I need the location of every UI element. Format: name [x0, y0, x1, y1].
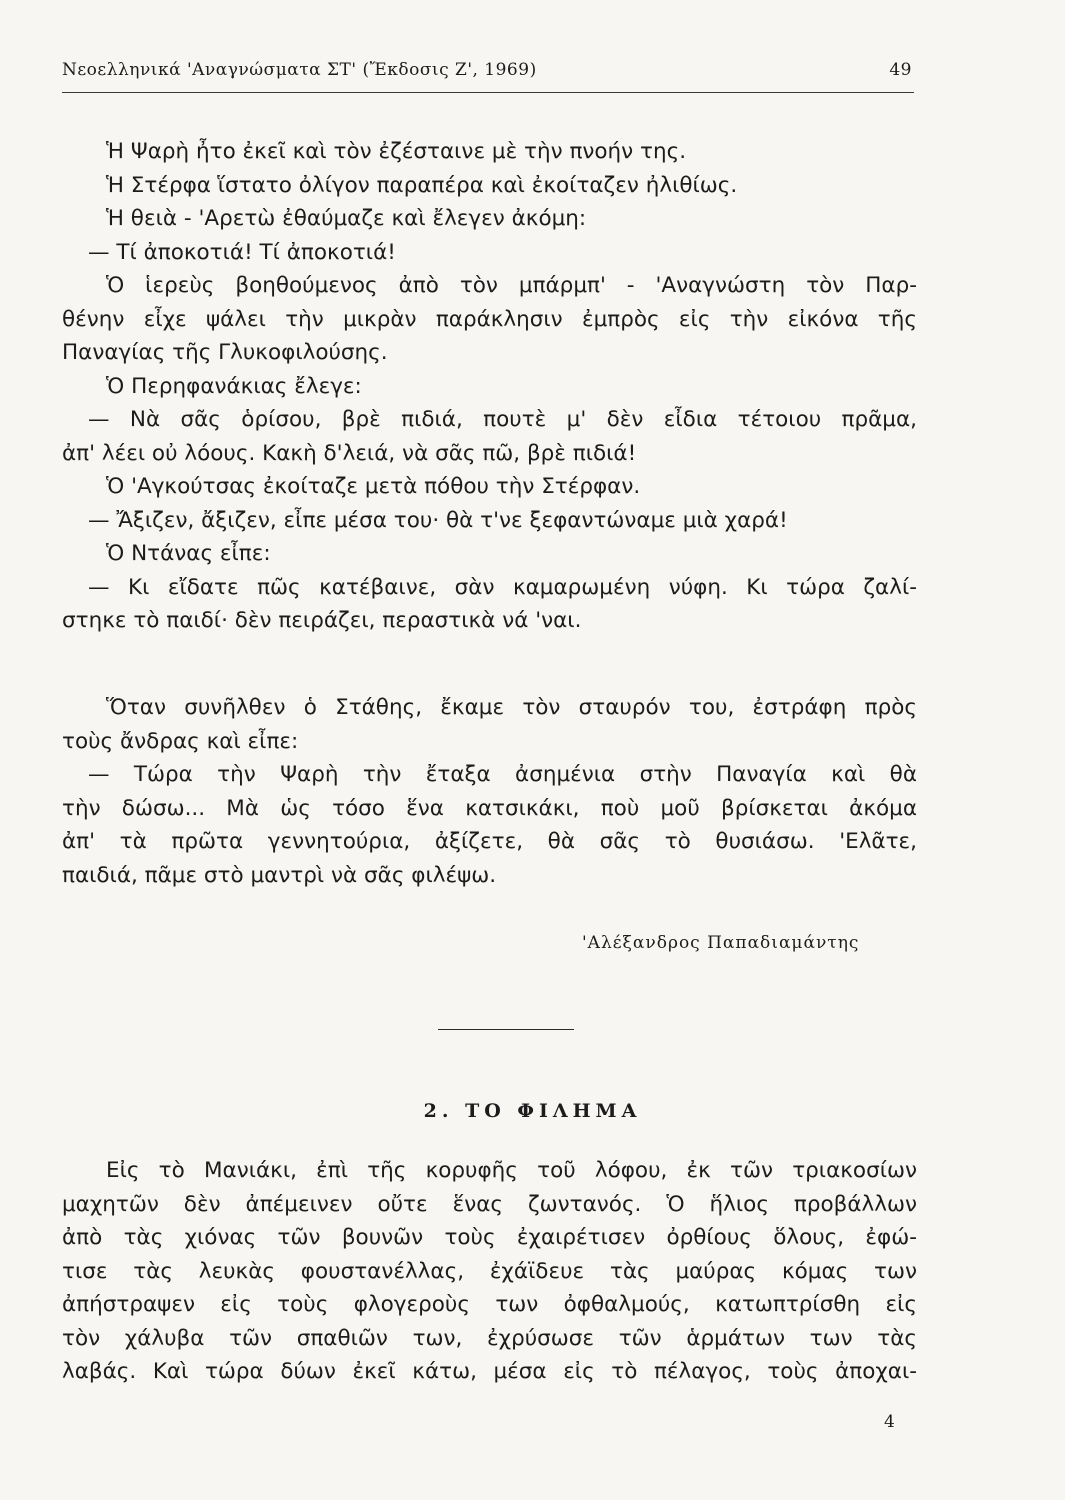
text-line: — Νὰ σᾶς ὁρίσου, βρὲ πιδιά, πουτὲ μ' δὲν εἶδια τέτοιου πρᾶμα,: [88, 407, 917, 432]
text-line: — Τί ἀποκοτιά! Τί ἀποκοτιά!: [88, 239, 396, 265]
text-line: Παναγίας τῆς Γλυκοφιλούσης.: [62, 340, 388, 365]
text-line: — Κι εἴδατε πῶς κατέβαινε, σὰν καμαρωμένη νύφη. Κι τώρα ζαλί-: [88, 574, 917, 600]
section-divider: [438, 1029, 574, 1030]
text-line: Ὅταν συνῆλθεν ὁ Στάθης, ἔκαμε τὸν σταυρόν του, ἐστράφη πρὸς: [106, 695, 917, 720]
text-line: Ὁ Ντάνας εἶπε:: [106, 541, 271, 566]
text-line: τὸν χάλυβα τῶν σπαθιῶν των, ἐχρύσωσε τῶν ἁρμάτων των τὰς: [62, 1325, 917, 1351]
passage-3: [62, 1154, 917, 1389]
text-line: Ἡ Ψαρὴ ἦτο ἐκεῖ καὶ τὸν ἐζέσταινε μὲ τὴν πνοήν της.: [106, 139, 687, 164]
text-line: Ὁ Περηφανάκιας ἔλεγε:: [106, 373, 362, 399]
text-line: Ὁ ἱερεὺς βοηθούμενος ἀπὸ τὸν μπάρμπ' - 'Αναγνώστη τὸν Παρ-: [106, 273, 917, 298]
text-line: ἀπ' λέει οὐ λόους. Κακὴ δ'λειά, νὰ σᾶς πῶ, βρὲ πιδιά!: [62, 440, 637, 466]
text-line: μαχητῶν δὲν ἀπέμεινεν οὔτε ἕνας ζωντανός. Ὁ ἥλιος προβάλλων: [62, 1191, 917, 1217]
text-line: Εἰς τὸ Μανιάκι, ἐπὶ τῆς κορυφῆς τοῦ λόφου, ἐκ τῶν τριακοσίων: [106, 1158, 917, 1183]
text-line: ἀπὸ τὰς χιόνας τῶν βουνῶν τοὺς ἐχαιρέτισεν ὀρθίους ὅλους, ἐφώ-: [62, 1225, 917, 1250]
text-line: παιδιά, πᾶμε στὸ μαντρὶ νὰ σᾶς φιλέψω.: [62, 862, 497, 888]
header-rule: [62, 92, 914, 93]
text-line: Ἡ θειὰ - 'Αρετὼ ἐθαύμαζε καὶ ἔλεγεν ἀκόμη:: [106, 206, 587, 231]
signature-mark: 4: [884, 1412, 895, 1432]
running-title: Νεοελληνικά 'Αναγνώσματα ΣΤ' (Ἔκδοσις Ζ', 1969): [62, 60, 537, 80]
text-line: — Τώρα τὴν Ψαρὴ τὴν ἔταξα ἀσημένια στὴν Παναγία καὶ θὰ: [88, 762, 917, 787]
text-line: — Ἄξιζεν, ἄξιζεν, εἶπε μέσα του· θὰ τ'νε ξεφαντώναμε μιὰ χαρά!: [88, 507, 788, 533]
page-number: 49: [889, 60, 912, 80]
section-title: 2. ΤΟ ΦΙΛΗΜΑ: [423, 1100, 642, 1122]
author-signature: 'Αλέξανδρος Παπαδιαμάντης: [582, 933, 860, 953]
text-line: στηκε τὸ παιδί· δὲν πειράζει, περαστικὰ νά 'ναι.: [62, 608, 582, 633]
text-line: ἀπήστραψεν εἰς τοὺς φλογεροὺς των ὀφθαλμούς, κατωπτρίσθη εἰς: [62, 1292, 917, 1317]
text-line: ἀπ' τὰ πρῶτα γεννητούρια, ἀξίζετε, θὰ σᾶς τὸ θυσιάσω. 'Ελᾶτε,: [62, 829, 917, 854]
text-line: Ὁ 'Αγκούτσας ἐκοίταζε μετὰ πόθου τὴν Στέρφαν.: [106, 474, 641, 499]
text-line: θένην εἶχε ψάλει τὴν μικρὰν παράκλησιν ἐμπρὸς εἰς τὴν εἰκόνα τῆς: [62, 306, 917, 332]
passage-1: [62, 135, 917, 638]
text-line: Ἡ Στέρφα ἵστατο ὀλίγον παραπέρα καὶ ἐκοίταζεν ἠλιθίως.: [106, 172, 738, 198]
text-line: τοὺς ἄνδρας καὶ εἶπε:: [62, 728, 299, 754]
text-line: τὴν δώσω... Μὰ ὡς τόσο ἕνα κατσικάκι, ποὺ μοῦ βρίσκεται ἀκόμα: [62, 795, 917, 821]
text-line: τισε τὰς λευκὰς φουστανέλλας, ἐχάϊδευε τὰς μαύρας κόμας των: [62, 1258, 917, 1284]
passage-2: [62, 691, 917, 892]
running-header: [62, 60, 912, 80]
text-line: λαβάς. Καὶ τώρα δύων ἐκεῖ κάτω, μέσα εἰς τὸ πέλαγος, τοὺς ἀποχαι-: [62, 1359, 917, 1384]
